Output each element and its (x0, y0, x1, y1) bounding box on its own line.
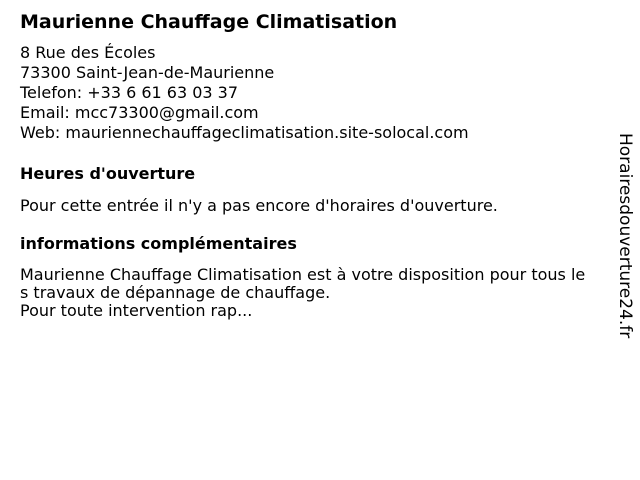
business-name: Maurienne Chauffage Climatisation (20, 11, 398, 33)
additional-info-heading: informations complémentaires (20, 234, 297, 253)
site-watermark: Horairesdouverture24.fr (615, 133, 635, 339)
website-url: Web: mauriennechauffageclimatisation.site-solocal.com (20, 123, 469, 142)
city-address: 73300 Saint-Jean-de-Maurienne (20, 63, 275, 82)
opening-hours-text: Pour cette entrée il n'y a pas encore d'horaires d'ouverture. (20, 196, 498, 215)
opening-hours-heading: Heures d'ouverture (20, 164, 196, 183)
street-address: 8 Rue des Écoles (20, 43, 156, 62)
business-card (20, 10, 590, 320)
phone-number: Telefon: +33 6 61 63 03 37 (20, 83, 239, 102)
email-address: Email: mcc73300@gmail.com (20, 103, 259, 122)
additional-info-text: Maurienne Chauffage Climatisation est à votre disposition pour tous les travaux de dépannage de chauffage. Pour toute intervention rap... (20, 265, 586, 320)
contact-block (20, 43, 590, 143)
